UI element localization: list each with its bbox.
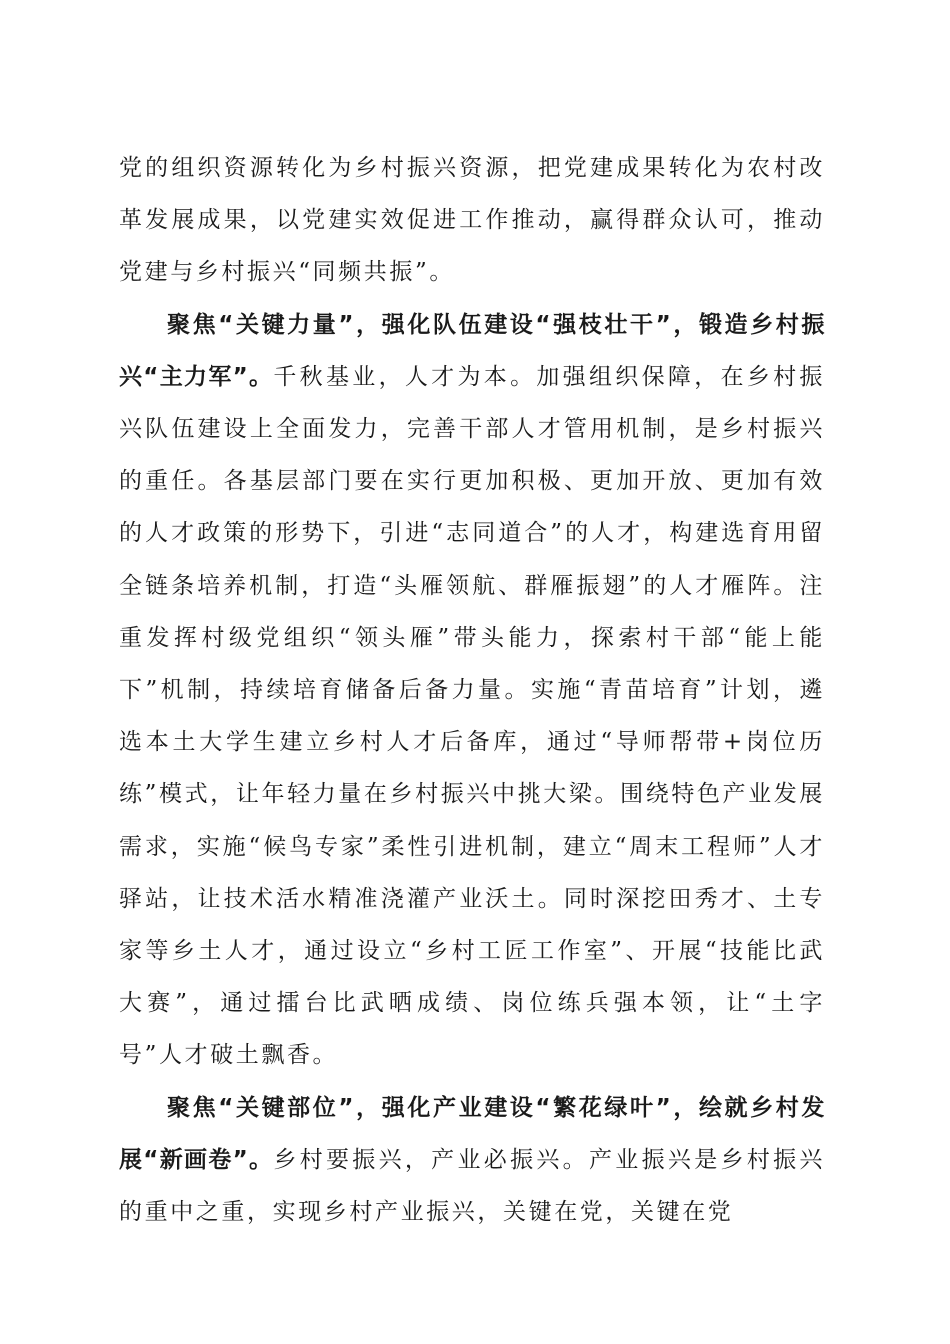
- document-page: [119, 142, 825, 1238]
- paragraph-2-text: 千秋基业，人才为本。加强组织保障，在乡村振兴队伍建设上全面发力，完善干部人才管用机制，是乡村振兴的重任。各基层部门要在实行更加积极、更加开放、更加有效的人才政策的形势下，引进“志同道合”的人才，构建选育用留全链条培养机制，打造“头雁领航、群雁振翅”的人才雁阵。注重发挥村级党组织“领头雁”带头能力，探索村干部“能上能下”机制，持续培育储备后备力量。实施“青苗培育”计划，遴选本土大学生建立乡村人才后备库，通过“导师帮带+岗位历练”模式，让年轻力量在乡村振兴中挑大梁。围绕特色产业发展需求，实施“候鸟专家”柔性引进机制，建立“周末工程师”人才驿站，让技术活水精准浇灌产业沃土。同时深挖田秀才、土专家等乡土人才，通过设立“乡村工匠工作室”、开展“技能比武大赛”，通过擂台比武晒成绩、岗位练兵强本领，让“土字号”人才破土飘香。: [119, 363, 825, 1069]
- paragraph-3: [119, 1082, 825, 1239]
- paragraph-2-heading: 聚焦“关键力量”，强化队伍建设“强枝壮干”，锻造乡村振兴“主力军”。: [119, 311, 825, 390]
- paragraph-3-text: 乡村要振兴，产业必振兴。产业振兴是乡村振兴的重中之重，实现乡村产业振兴，关键在党，关键在党: [119, 1146, 825, 1226]
- paragraph-3-heading: 聚焦“关键部位”，强化产业建设“繁花绿叶”，绘就乡村发展“新画卷”。: [119, 1094, 825, 1173]
- paragraph-1: [119, 142, 825, 299]
- paragraph-2: [119, 299, 825, 1082]
- paragraph-1-text: 党的组织资源转化为乡村振兴资源，把党建成果转化为农村改革发展成果，以党建实效促进工作推动，赢得群众认可，推动党建与乡村振兴“同频共振”。: [119, 155, 825, 286]
